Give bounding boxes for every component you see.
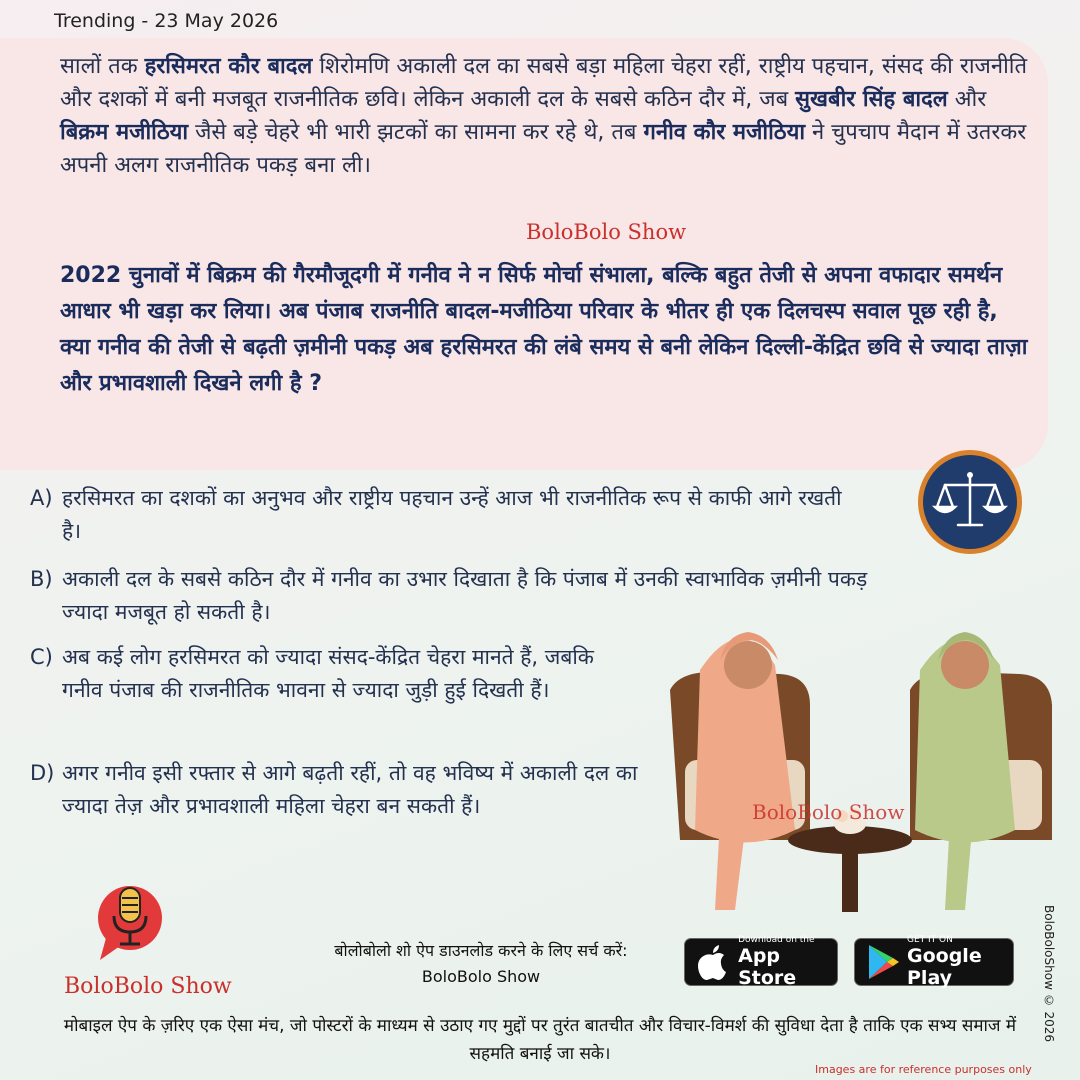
option-key: A) <box>30 486 53 510</box>
name-sukhbir: सुखबीर सिंह बादल <box>795 87 948 112</box>
apple-icon <box>695 942 732 982</box>
name-ganieve: गनीव कौर मजीठिया <box>643 120 806 145</box>
question-text: 2022 चुनावों में बिक्रम की गैरमौजूदगी में गनीव ने न सिर्फ मोर्चा संभाला, बल्कि बहुत तेजी से अपना वफादार समर्थन आधार भी खड़ा कर लिया। अब पंजाब राजनीति बादल-मजीठिया परिवार के भीतर ही एक दिलचस्प सवाल पूछ रही है, क्या गनीव की तेजी से बढ़ती ज़मीनी पकड़ अब हरसिमरत की लंबे समय से बनी लेकिन दिल्ली-केंद्रित छवि से ज्यादा ताज़ा और प्रभावशाली दिखने लगी है ? <box>60 263 1028 396</box>
option-text: अकाली दल के सबसे कठिन दौर में गनीव का उभार दिखाता है कि पंजाब में उनकी स्वाभाविक ज़मीनी पकड़ ज्यादा मजबूत हो सकती है। <box>62 567 868 624</box>
option-text: हरसिमरत का दशकों का अनुभव और राष्ट्रीय पहचान उन्हें आज भी राजनीतिक रूप से काफी आगे रखती है। <box>62 486 842 543</box>
google-play-button[interactable] <box>854 935 1014 989</box>
watermark: BoloBolo Show <box>752 800 905 824</box>
intro-text: सालों तक <box>60 54 145 79</box>
option-key: C) <box>30 645 53 669</box>
intro-text: शिरोमणि अकाली दल का सबसे बड़ा महिला चेहरा रहीं, राष्ट्रीय पहचान, संसद की राजनीति और दशकों में बनी मजबूत राजनीतिक छवि। लेकिन अकाली दल के सबसे कठिन दौर में, जब <box>60 54 1027 112</box>
option-key: D) <box>30 761 55 785</box>
google-play-small-label: GET IT ON <box>907 935 953 945</box>
watermark: BoloBolo Show <box>526 220 687 244</box>
name-bikram: बिक्रम मजीठिया <box>60 120 189 145</box>
download-line: बोलोबोलो शो ऐप डाउनलोड करने के लिए सर्च करें: <box>334 941 628 960</box>
microphone-icon <box>96 878 166 968</box>
brand-logo-text: BoloBolo Show <box>64 974 232 999</box>
option-key: B) <box>30 567 53 591</box>
download-instructions <box>295 938 667 990</box>
option-a[interactable] <box>30 482 890 548</box>
app-store-button[interactable] <box>684 935 838 989</box>
name-harsimrat: हरसिमरत कौर बादल <box>144 54 313 79</box>
footer-description: मोबाइल ऐप के ज़रिए एक ऐसा मंच, जो पोस्टरों के माध्यम से उठाए गए मुद्दों पर तुरंत बातचीत और विचार-विमर्श की सुविधा देता है ताकि एक सभ्य समाज में सहमति बनाई जा सके। <box>63 1016 1017 1064</box>
illustration-two-women-seated <box>660 610 1060 920</box>
app-store-label: App Store <box>738 945 797 989</box>
intro-text: ने चुपचाप मैदान में उतरकर अपनी अलग राजनीतिक पकड़ बना ली। <box>60 120 1027 178</box>
scales-of-justice-icon <box>918 450 1022 554</box>
intro-text: जैसे बड़े चेहरे भी भारी झटकों का सामना कर रहे थे, तब <box>188 120 644 145</box>
google-play-icon <box>865 942 901 982</box>
trending-date: Trending - 23 May 2026 <box>54 10 279 32</box>
app-store-small-label: Download on the <box>738 935 815 945</box>
app-search-name: BoloBolo Show <box>421 967 541 986</box>
google-play-label: Google Play <box>907 945 982 989</box>
intro-text: और <box>947 87 987 112</box>
option-text: अगर गनीव इसी रफ्तार से आगे बढ़ती रहीं, तो वह भविष्य में अकाली दल का ज्यादा तेज़ और प्रभावशाली महिला चेहरा बन सकती हैं। <box>62 761 638 818</box>
image-disclaimer: Images are for reference purposes only <box>815 1063 1032 1076</box>
copyright-notice: BoloBoloShow © 2026 <box>1042 905 1056 1043</box>
option-text: अब कई लोग हरसिमरत को ज्यादा संसद-केंद्रित चेहरा मानते हैं, जबकि गनीव पंजाब की राजनीतिक भावना से ज्यादा जुड़ी हुई दिखती हैं। <box>62 645 594 702</box>
intro-paragraph <box>60 50 1035 182</box>
